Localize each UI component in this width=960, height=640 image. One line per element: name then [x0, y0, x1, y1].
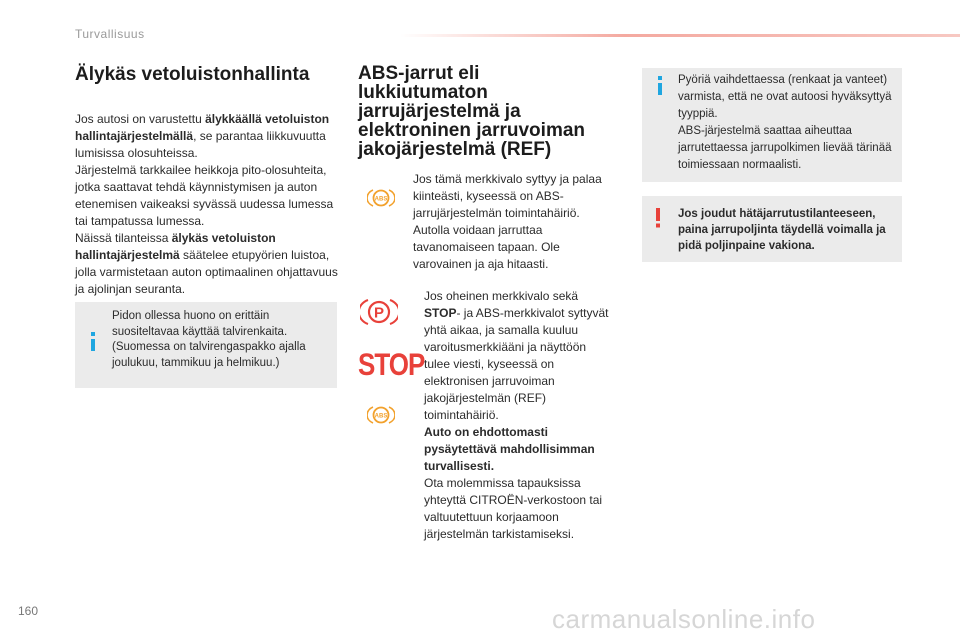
section-title: Turvallisuus	[75, 27, 145, 41]
info-box-winter-tyres	[75, 302, 337, 388]
abs-icon-label-2: ABS	[374, 413, 388, 420]
text-run: Jos autosi on varustettu	[75, 112, 206, 126]
watermark: carmanualsonline.info	[552, 604, 816, 634]
abs-warning-icon	[367, 187, 395, 209]
left-heading: Älykäs vetoluistonhallinta	[75, 64, 310, 85]
bold-text-run: Auto on ehdottomasti pysäytettävä mahdollisimman turvallisesti.	[424, 425, 595, 473]
middle-paragraph-1: Jos tämä merkkivalo syttyy ja palaa kiinteästi, kyseessä on ABS-jarrujärjestelmän toimintahäiriö. Autolla voidaan jarruttaa tavanomaiseen tapaan. Ole varovainen ja aja hitaasti.	[413, 172, 602, 271]
abs-warning-icon-2	[367, 404, 395, 426]
text-run: Ota molemmissa tapauksissa yhteyttä CITROËN-verkostoon tai valtuutettuun korjaamoon järjestelmän tarkistamiseksi.	[424, 476, 603, 541]
warning-box-text: Jos joudut hätäjarrutustilanteeseen, paina jarrupoljinta täydellä voimalla ja pidä poljinpaine vakiona.	[678, 208, 886, 252]
left-paragraph	[75, 111, 340, 298]
text-run: Jos oheinen merkkivalo sekä	[424, 289, 579, 303]
warning-box-emergency-braking	[642, 196, 902, 262]
page-number: 160	[18, 604, 39, 618]
info-box-wheels	[642, 68, 902, 182]
header-divider	[400, 34, 960, 37]
middle-heading: ABS-jarrut eli lukkiutumaton jarrujärjestelmä ja elektroninen jarruvoiman jakojärjestelmä (REF)	[358, 63, 586, 160]
stop-warning-icon: STOP	[358, 346, 425, 382]
text-run: säätelee etupyörien luistoa, jolla varmistetaan auton optimaalinen ohjattavuus ja ajolinjan seuranta.	[75, 248, 338, 296]
p-icon-label: P	[373, 304, 385, 322]
exclamation-warning-icon	[654, 208, 662, 228]
text-run: Järjestelmä tarkkailee heikkoja pito-olosuhteita, jotka saattavat tehdä käynnistymisen ja auton etenemisen vaikeaksi syvässä uudessa lumessa tai tampatussa lumessa.	[75, 163, 334, 228]
bold-text-run: älykkäällä vetoluiston hallintajärjestelmällä	[75, 112, 330, 143]
abs-icon-label: ABS	[374, 196, 388, 203]
text-run: Näissä tilanteissa	[75, 231, 172, 245]
info-box-text: Pyöriä vaihdettaessa (renkaat ja vanteet) varmista, että ne ovat autoosi hyväksyttyä tyyppiä. ABS-järjestelmä saattaa aiheuttaa jarrutettaessa jarrupolkimen lievää tärinää toimiessaan normaalisti.	[678, 74, 892, 171]
text-run: - ja ABS-merkkivalot syttyvät yhtä aikaa, ja samalla kuuluu varoitusmerkkiääni ja näyttöön tulee viesti, kyseessä on elektronisen jarruvoiman jakojärjestelmän (REF) toimintahäiriö.	[424, 306, 609, 422]
text-run: , se parantaa liikkuvuutta lumisissa olosuhteissa.	[75, 129, 326, 160]
bold-text-run: älykäs vetoluiston hallintajärjestelmä	[75, 231, 276, 262]
middle-paragraph-2	[424, 288, 614, 543]
bold-text-run: STOP	[424, 306, 457, 320]
parking-brake-warning-icon	[360, 297, 398, 327]
info-box-text: Pidon ollessa huono on erittäin suositeltavaa käyttää talvirenkaita. (Suomessa on talvirengaspakko ajalla joulukuu, tammikuu ja helmikuu.)	[112, 310, 306, 369]
